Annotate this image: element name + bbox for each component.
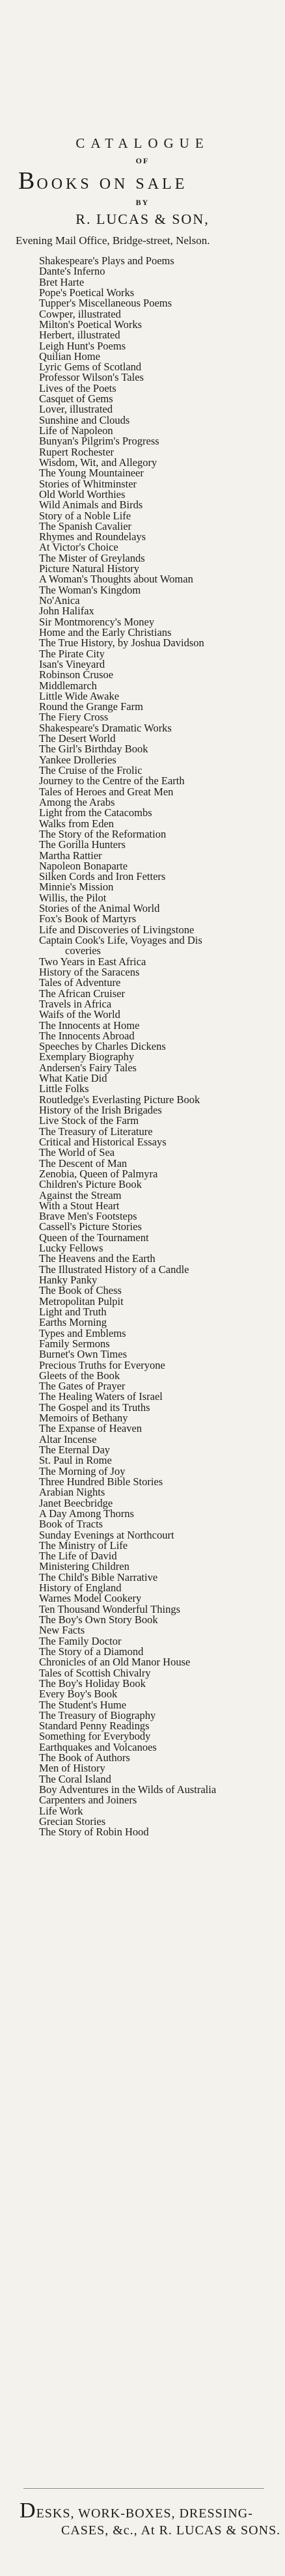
book-title: Boy Adventures in the Wilds of Australia [39,1783,217,1796]
book-title: The Innocents at Home [39,1019,140,1032]
book-title: The Child's Bible Narrative [39,1570,158,1583]
book-title: Stories of the Animal World [39,902,160,915]
book-title: Life Work [39,1804,83,1817]
book-title: The Healing Waters of Israel [39,1390,163,1403]
advert-line-2: CASES, &c., At R. LUCAS & SONS. [61,2523,281,2538]
book-title: Men of History [39,1762,105,1775]
book-title: The Descent of Man [39,1157,128,1170]
book-title: The Gates of Prayer [39,1380,126,1393]
book-title: Milton's Poetical Works [39,318,142,331]
section-divider [23,2488,264,2489]
book-title: Types and Emblems [39,1326,126,1339]
book-title: Willis, the Pilot [39,891,107,904]
book-title: Sunday Evenings at Northcourt [39,1528,174,1541]
books-on-sale-heading [18,167,273,195]
book-title: Two Years in East Africa [39,955,146,968]
desks-advertisement [20,2499,281,2539]
book-title: The World of Sea [39,1146,115,1159]
book-title: Round the Grange Farm [39,700,143,713]
book-title: Family Sermons [39,1337,110,1350]
book-title: The Treasury of Biography [39,1708,156,1721]
book-title: Middlemarch [39,679,97,692]
books-heading-rest: OOKS ON SALE [36,176,188,193]
book-title: The Girl's Birthday Book [39,743,148,756]
book-title: Travels in Africa [39,997,112,1010]
book-title: Memoirs of Bethany [39,1412,128,1425]
book-title: The Innocents Abroad [39,1029,135,1042]
book-title: Altar Incense [39,1432,97,1446]
book-title: Lyric Gems of Scotland [39,361,142,374]
book-title: The Eternal Day [39,1444,111,1456]
book-title: Casquet of Gems [39,392,113,405]
book-title: Cassell's Picture Stories [39,1220,142,1233]
book-title: Precious Truths for Everyone [39,1358,165,1371]
book-title: Pope's Poetical Works [39,286,135,299]
book-title: Old World Worthies [39,487,126,500]
book-title: Shakespeare's Plays and Poems [39,254,174,267]
advert-dropcap: D [20,2499,36,2523]
book-title: Metropolitan Pulpit [39,1295,124,1308]
of-label: OF [135,156,150,165]
book-title: A Woman's Thoughts about Woman [39,573,193,586]
book-title: History of the Irish Brigades [39,1104,162,1116]
book-title: Hanky Panky [39,1274,98,1286]
book-title: Home and the Early Christians [39,625,172,638]
book-title: The Desert World [39,732,116,745]
book-title: Standard Penny Readings [39,1720,150,1733]
book-title: Bret Harte [39,275,85,288]
book-title: The Mister of Greylands [39,551,145,564]
book-title: Lives of the Poets [39,381,116,394]
book-title: The Gorilla Hunters [39,838,126,851]
book-title: With a Stout Heart [39,1199,120,1212]
book-title: Bunyan's Pilgrim's Progress [39,435,159,448]
book-title: Lover, illustrated [39,403,113,416]
catalogue-title: CATALOGUE [75,135,210,151]
by-label: BY [135,198,150,207]
book-title: The True History, by Joshua Davidson [39,637,204,650]
book-title: Tales of Heroes and Great Men [39,785,174,798]
book-title: Earths Morning [39,1316,107,1329]
book-title: Wild Animals and Birds [39,499,143,512]
book-title: The Story of the Reformation [39,827,167,840]
book-title: The Family Doctor [39,1634,122,1647]
book-title: History of the Saracens [39,965,140,978]
book-title: Arabian Nights [39,1486,105,1499]
book-title: coveries [65,944,101,957]
book-title: Among the Arabs [39,795,115,808]
book-title: Story of a Noble Life [39,509,131,522]
book-list [39,256,275,1838]
book-title: The Book of Authors [39,1751,130,1764]
book-title: Silken Cords and Iron Fetters [39,870,166,883]
book-title: Wisdom, Wit, and Allegory [39,456,157,469]
book-title: Little Wide Awake [39,689,120,702]
book-title: The Woman's Kingdom [39,583,141,596]
book-title: Captain Cook's Life, Voyages and Dis [39,934,202,946]
book-title: The Book of Chess [39,1284,122,1297]
firm-address: Evening Mail Office, Bridge-street, Nelson. [16,234,210,247]
advert-line-1 [20,2499,275,2523]
book-title: The Spanish Cavalier [39,519,132,532]
book-title: The Boy's Holiday Book [39,1677,146,1690]
firm-name: R. LUCAS & SON, [75,211,210,227]
book-title: St. Paul in Rome [39,1454,112,1467]
books-dropcap: B [18,167,37,195]
book-title: Tales of Scottish Chivalry [39,1666,151,1679]
book-title: Against the Stream [39,1188,122,1201]
book-title: Ministering Children [39,1560,129,1573]
book-title: John Halifax [39,605,94,618]
book-title: Andersen's Fairy Tales [39,1061,137,1074]
book-title: The Boy's Own Story Book [39,1613,158,1626]
book-title: No'Anica [39,594,80,607]
book-title: Walks from Eden [39,817,115,830]
book-title: The African Cruiser [39,987,125,1000]
book-title: Professor Wilson's Tales [39,371,144,384]
book-title: Every Boy's Book [39,1688,118,1701]
book-title: Shakespeare's Dramatic Works [39,721,172,734]
book-title: The Treasury of Literature [39,1125,153,1138]
book-title: Quilian Home [39,349,100,363]
book-title: Light from the Catacombs [39,806,152,819]
book-title: Carpenters and Joiners [39,1794,137,1807]
book-title: Sunshine and Clouds [39,413,130,426]
book-title: Ten Thousand Wonderful Things [39,1602,181,1615]
book-title: Queen of the Tournament [39,1231,149,1244]
book-title: The Gospel and its Truths [39,1401,150,1414]
book-title: Earthquakes and Volcanoes [39,1740,157,1753]
book-title: The Young Mountaineer [39,467,144,480]
book-title: Burnet's Own Times [39,1348,127,1361]
book-title: Book of Tracts [39,1518,103,1531]
book-title: Napoleon Bonaparte [39,859,128,872]
book-title: Fox's Book of Martyrs [39,912,137,925]
book-title: Exemplary Biography [39,1050,135,1063]
book-title: Brave Men's Footsteps [39,1210,137,1223]
book-title: Cowper, illustrated [39,307,121,320]
book-title: Dante's Inferno [39,265,105,278]
book-title: Rupert Rochester [39,445,115,458]
book-title: Speeches by Charles Dickens [39,1040,166,1053]
advert-line-1-text: ESKS, WORK-BOXES, DRESSING- [36,2506,253,2521]
book-title: The Pirate City [39,647,105,660]
book-title: Warnes Model Cookery [39,1592,142,1605]
book-title: Something for Everybody [39,1730,151,1743]
book-title: Robinson Crusoe [39,668,114,681]
book-title: The Heavens and the Earth [39,1252,156,1265]
book-title: Martha Rattier [39,849,102,862]
book-title: Critical and Historical Essays [39,1135,167,1148]
book-title: Routledge's Everlasting Picture Book [39,1093,200,1106]
book-title: Sir Montmorency's Money [39,615,155,628]
book-title: Life of Napoleon [39,424,113,437]
book-title: Janet Beecbridge [39,1496,113,1509]
book-title: Little Folks [39,1082,89,1095]
book-title: Zenobia, Queen of Palmyra [39,1167,158,1180]
book-title: Tupper's Miscellaneous Poems [39,297,172,310]
book-title: The Coral Island [39,1772,111,1785]
book-title: The Story of Robin Hood [39,1826,149,1839]
book-title: New Facts [39,1624,85,1637]
book-title: History of England [39,1582,122,1595]
book-title: At Victor's Choice [39,541,118,554]
book-title: The Student's Hume [39,1698,127,1711]
book-title: Light and Truth [39,1305,107,1318]
book-title: Children's Picture Book [39,1178,142,1191]
book-title: Gleets of the Book [39,1369,120,1382]
book-title: The Illustrated History of a Candle [39,1263,189,1276]
book-title: Live Stock of the Farm [39,1114,139,1127]
book-title: Waifs of the World [39,1008,120,1021]
book-title: The Cruise of the Frolic [39,764,142,776]
book-title: Grecian Stories [39,1815,106,1828]
book-title: Journey to the Centre of the Earth [39,774,185,788]
book-title: The Morning of Joy [39,1464,126,1477]
book-title: Three Hundred Bible Stories [39,1475,163,1488]
book-title: Picture Natural History [39,562,139,575]
book-title: Minnie's Mission [39,881,114,894]
book-title: The Fiery Cross [39,711,109,724]
book-title: Lucky Fellows [39,1242,103,1255]
book-title: Stories of Whitminster [39,477,137,490]
book-title: Leigh Hunt's Poems [39,339,126,352]
book-title: Isan's Vineyard [39,657,105,670]
book-title: The Expanse of Heaven [39,1422,142,1435]
book-title: Herbert, illustrated [39,329,120,342]
book-title: The Story of a Diamond [39,1645,144,1658]
book-title: Life and Discoveries of Livingstone [39,923,195,936]
book-title: Tales of Adventure [39,976,121,989]
book-title: What Katie Did [39,1072,107,1085]
book-title: Chronicles of an Old Manor House [39,1656,191,1669]
book-title: A Day Among Thorns [39,1507,134,1520]
book-title: The Life of David [39,1550,117,1563]
book-title: Yankee Drolleries [39,753,116,766]
book-title: Rhymes and Roundelays [39,530,146,543]
book-title: The Ministry of Life [39,1539,128,1552]
